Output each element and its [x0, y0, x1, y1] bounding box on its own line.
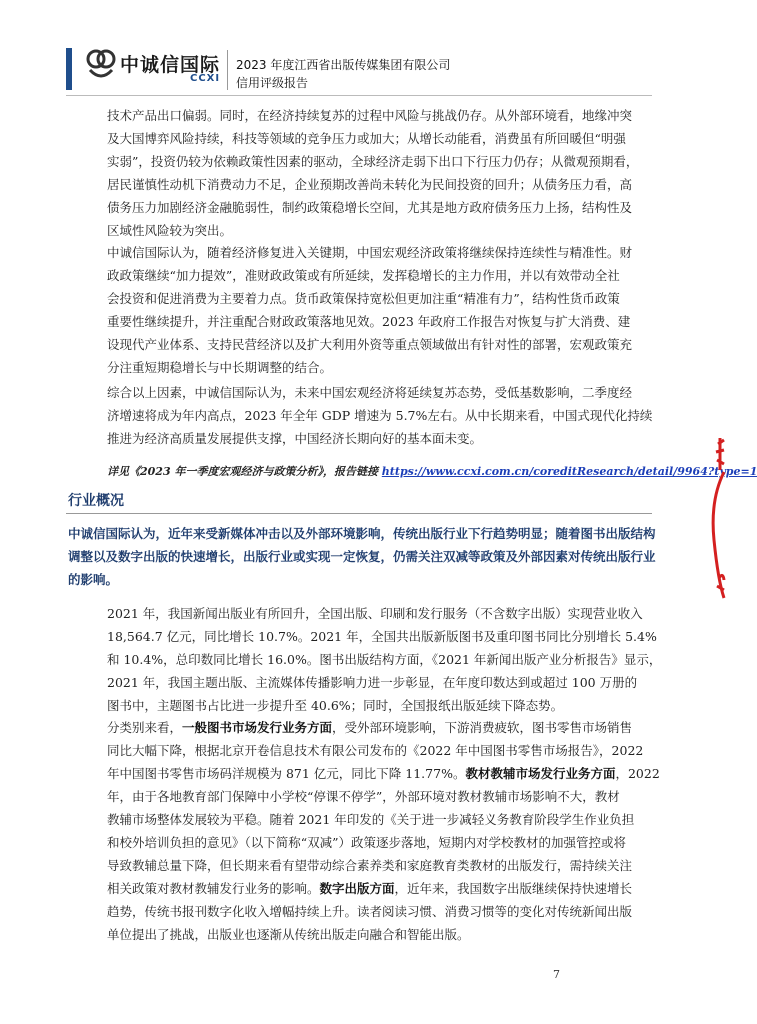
- text-line: [107, 762, 660, 785]
- text-line: 2021 年，我国新闻出版业有所回升，全国出版、印刷和发行服务（不含数字出版）实现营业收入: [107, 606, 643, 621]
- text-line: [107, 716, 651, 739]
- text-line: 债务压力加剧经济金融脆弱性，制约政策稳增长空间，尤其是地方政府债务压力上扬，结构性及: [107, 200, 633, 215]
- text-line: 同比大幅下降，根据北京开卷信息技术有限公司发布的《2022 年中国图书零售市场报告》，2022: [107, 743, 644, 758]
- text-line: 18,564.7 亿元，同比增长 10.7%。2021 年，全国共出版新版图书及重印图书同比分别增长 5.4%: [107, 629, 657, 644]
- reference-prefix: 详见《2023 年一季度宏观经济与政策分析》，报告链接: [107, 465, 382, 478]
- bold-heading-textbooks: 教材教辅市场发行业务方面: [465, 766, 616, 781]
- industry-paragraph-2: [107, 716, 660, 946]
- report-subtitle: 信用评级报告: [236, 76, 309, 90]
- text-line: 分注重短期稳增长与中长期调整的结合。: [107, 360, 333, 375]
- text-line: 政政策继续“加力提效”，准财政政策或有所延续，发挥稳增长的主力作用，并以有效带动全社: [107, 268, 620, 283]
- report-reference: [107, 463, 757, 479]
- header-rule: [66, 95, 652, 96]
- text-line: 推进为经济高质量发展提供支撑，中国经济长期向好的基本面未变。: [107, 431, 483, 446]
- section-rule: [66, 513, 652, 514]
- text-line: 综合以上因素，中诚信国际认为，未来中国宏观经济将延续复苏态势，受低基数影响，二季度经: [107, 385, 633, 400]
- logo-text-en: CCXI: [190, 73, 221, 84]
- text-segment: ，2022: [615, 766, 660, 781]
- text-line: 技术产品出口偏弱。同时，在经济持续复苏的过程中风险与挑战仍存。从外部环境看，地缘冲突: [107, 108, 633, 123]
- text-line: 2021 年，我国主题出版、主流媒体传播影响力进一步彰显，在年度印数达到或超过 100 万册的: [107, 675, 638, 690]
- text-segment: ，近年来，我国数字出版继续保持快速增长: [394, 881, 633, 896]
- page-number: 7: [553, 968, 560, 981]
- summary-line: 的影响。: [68, 572, 119, 587]
- text-line: 及大国博弈风险持续，科技等领域的竞争压力或加大；从增长动能看，消费虽有所回暖但“明强: [107, 131, 626, 146]
- text-line: 年，由于各地教育部门保障中小学校“停课不停学”，外部环境对教材教辅市场影响不大，教材: [107, 789, 620, 804]
- text-segment: 相关政策对教材教辅发行业务的影响。: [107, 881, 320, 896]
- text-line: 图书中，主题图书占比进一步提升至 40.6%；同时，全国报纸出版延续下降态势。: [107, 698, 564, 713]
- text-line: 设现代产业体系、支持民营经济以及扩大利用外资等重点领域做出有针对性的部署，宏观政策充: [107, 337, 633, 352]
- macro-paragraph-2: [107, 241, 651, 379]
- report-link[interactable]: https://www.ccxi.com.cn/coreditResearch/detail/9964?type=1: [381, 465, 757, 478]
- header-accent-bar: [66, 48, 72, 90]
- text-line: 实弱”，投资仍较为依赖政策性因素的驱动，全球经济走弱下出口下行压力仍存；从微观预期看，: [107, 154, 639, 169]
- macro-paragraph-3: [107, 381, 651, 450]
- text-line: 会投资和促进消费为主要着力点。货币政策保持宽松但更加注重“精准有力”，结构性货币政策: [107, 291, 620, 306]
- text-line: 和 10.4%，总印数同比增长 16.0%。图书出版结构方面，《2021 年新闻出版产业分析报告》显示，: [107, 652, 662, 667]
- logo-mark-icon: [86, 48, 116, 80]
- company-logo: [86, 46, 234, 90]
- text-line: 区域性风险较为突出。: [107, 223, 233, 238]
- stamp-edge-mark: [708, 430, 724, 620]
- logo-text-cn: 中诚信国际: [120, 54, 221, 76]
- macro-paragraph-1: [107, 104, 651, 242]
- text-segment: ，受外部环境影响，下游消费疲软，图书零售市场销售: [332, 720, 633, 735]
- text-line: 教辅市场整体发展较为平稳。随着 2021 年印发的《关于进一步减轻义务教育阶段学生作业负担: [107, 812, 635, 827]
- section-summary: [68, 522, 656, 591]
- industry-paragraph-1: [107, 602, 662, 717]
- summary-line: 调整以及数字出版的快速增长，出版行业或实现一定恢复，仍需关注双减等政策及外部因素对传统出版行业: [68, 549, 656, 564]
- text-line: 重要性继续提升，并注重配合财政政策落地见效。2023 年政府工作报告对恢复与扩大消费、建: [107, 314, 631, 329]
- bold-heading-digital: 数字出版方面: [319, 881, 395, 896]
- text-line: [107, 877, 651, 900]
- bold-heading-general-books: 一般图书市场发行业务方面: [182, 720, 333, 735]
- text-line: 济增速将成为年内高点，2023 年全年 GDP 增速为 5.7%左右。从中长期来看，中国式现代化持续: [107, 408, 653, 423]
- text-line: 中诚信国际认为，随着经济修复进入关键期，中国宏观经济政策将继续保持连续性与精准性。财: [107, 245, 633, 260]
- header-divider: [227, 50, 228, 90]
- summary-line: 中诚信国际认为，近年来受新媒体冲击以及外部环境影响，传统出版行业下行趋势明显；随着图书出版结构: [68, 526, 656, 541]
- text-line: 单位提出了挑战，出版业也逐渐从传统出版走向融合和智能出版。: [107, 927, 470, 942]
- text-segment: 年中国图书零售市场码洋规模为 871 亿元，同比下降 11.77%。: [107, 766, 466, 781]
- section-title: 行业概况: [68, 493, 124, 509]
- text-line: 趋势，传统书报刊数字化收入增幅持续上升。读者阅读习惯、消费习惯等的变化对传统新闻出版: [107, 904, 633, 919]
- text-line: 导致教辅总量下降，但长期来看有望带动综合素养类和家庭教育类教材的出版发行，需持续关注: [107, 858, 633, 873]
- text-line: 和校外培训负担的意见》（以下简称“双减”）政策逐步落地，短期内对学校教材的加强管控或将: [107, 835, 627, 850]
- report-title: 2023 年度江西省出版传媒集团有限公司: [236, 58, 451, 72]
- page-header: [0, 0, 724, 96]
- text-segment: 分类别来看，: [107, 720, 183, 735]
- text-line: 居民谨慎性动机下消费动力不足，企业预期改善尚未转化为民间投资的回升；从债务压力看，高: [107, 177, 633, 192]
